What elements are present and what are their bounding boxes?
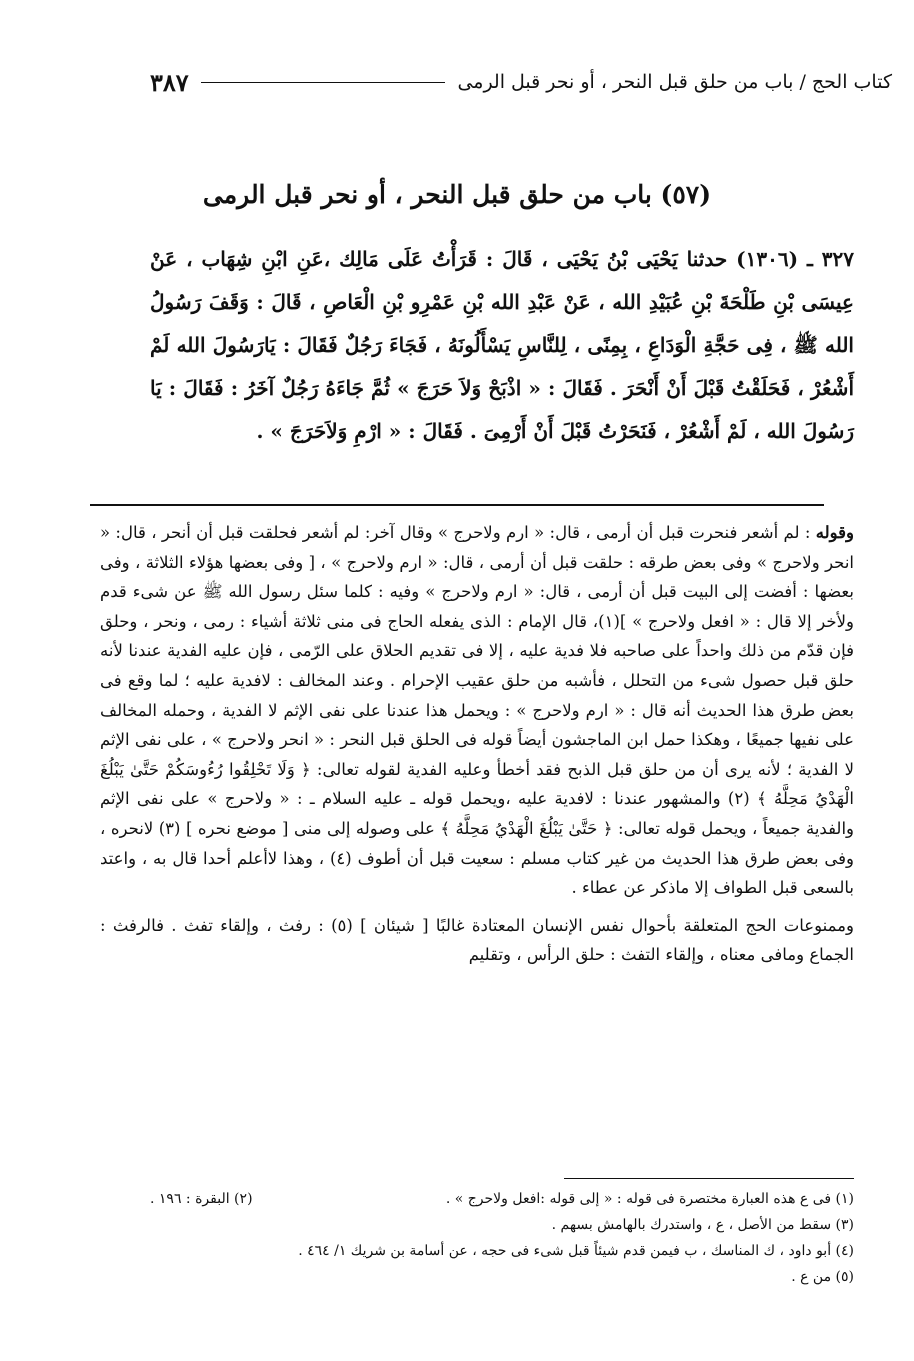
page-header [150,62,892,102]
commentary [100,518,854,970]
footnote-rule [564,1178,854,1179]
commentary-paragraph-1 [100,518,854,903]
footnote-2: (٢) البقرة : ١٩٦ . [150,1191,253,1207]
commentary-paragraph-2: وممنوعات الحج المتعلقة بأحوال نفس الإنسان المعتادة غالبًا [ شيئان ] (٥) : رفث ، وإلقاء تفث . فالرفث : الجماع ومافى معناه ، وإلقاء التفث : حلق الرأس ، وتقليم [100,915,854,965]
commentary-text-1: : لم أشعر فنحرت قبل أن أرمى ، قال: « ارم ولاحرج » وقال آخر: لم أشعر فحلقت قبل أن أنحر ، قال: « انحر ولاحرج » وفى بعض طرقه : حلقت قبل أن أرمى ، قال: « ارم ولاحرج » ، [ وفى بعضها هؤلاء الثلاثة ، وفى بعضها : أفضت إلى البيت قبل أن أرمى ، قال: « ارم ولاحرج » وفيه : كلما سئل رسول الله ﷺ عن شىء قدم ولأخر إلا قال : « افعل ولاحرج » ](١)، قال الإمام : الذى يفعله الحاج فى منى ثلاثة أشياء : رمى ، ونحر ، وحلق فإن قدّم من ذلك واحداً على صاحبه فلا فدية عليه ، إلا فى تقديم الحلاق على الرّمى ، فإن عليه الفدية عندنا لأنه حلق قبل حصول شىء من التحلل ، فأشبه من حلق عقيب الإحرام . وعند المخالف : لافدية عليه ؛ لما وقع فى بعض طرق هذا الحديث أنه قال : « ارم ولاحرج » : ويحمل هذا عندنا على نفى الإثم لا الفدية ، وحمله المخالف على نفيها جميعًا ، وهكذا حمل ابن الماجشون أيضاً قوله فى الحلق قبل النحر : « انحر ولاحرج » ، على نفى الإثم لا الفدية ؛ لأنه يرى أن من حلق قبل الذبح فقد أخطأ وعليه الفدية لقوله تعالى: ﴿ وَلَا تَحْلِقُوا رُءُوسَكُمْ حَتَّىٰ يَبْلُغَ الْهَدْيُ مَحِلَّهُ ﴾ (٢) والمشهور عندنا : لافدية عليه ،ويحمل قوله ـ عليه السلام ـ : « ولاحرج » على نفى الإثم والفدية جميعاً ، ويحمل قوله تعالى: ﴿ حَتَّىٰ يَبْلُغَ الْهَدْيُ مَحِلَّهُ ﴾ على وصوله إلى منى [ موضع نحره ] (٣) لانحره ، وفى بعض طرق هذا الحديث من غير كتاب مسلم : سعيت قبل أن أطوف (٤) ، وهذا لاأعلم أحدا قال به ، واعتد بالسعى قبل الطواف إلا ماذكر عن عطاء . [100,523,855,898]
footnote-line-1 [100,1186,854,1212]
footnote-1: (١) فى ع هذه العبارة مختصرة فى قوله : « إلى قوله :افعل ولاحرج » . [445,1191,854,1207]
section-divider [90,504,824,506]
chapter-title: (٥٧) باب من حلق قبل النحر ، أو نحر قبل الرمى [202,180,712,209]
hadith-text: ٣٢٧ ـ (١٣٠٦) حدثنا يَحْيَى بْنُ يَحْيَى ، قَالَ : قَرَأْتُ عَلَى مَالِك ،عَنِ ابْنِ شِهَاب ، عَنْ عِيسَى بْنِ طَلْحَةَ بْنِ عُبَيْدِ الله ، عَنْ عَبْدِ الله بْنِ عَمْرِو بْنِ الْعَاصِ ، قَالَ : وَقَفَ رَسُولُ الله ﷺ ، فِى حَجَّةِ الْوَدَاعِ ، بِمِنًى ، لِلنَّاسِ يَسْأَلُونَهُ ، فَجَاءَ رَجُلٌ فَقَالَ : يَارَسُولَ الله لَمْ أَشْعُرْ ، فَحَلَقْتُ قَبْلَ أَنْ أَنْحَرَ . فَقَالَ : « اذْبَحْ وَلاَ حَرَجَ » ثُمَّ جَاءَهُ رَجُلٌ آخَرُ : فَقَالَ : يَا رَسُولَ الله ، لَمْ أَشْعُرْ ، فَنَحَرْتُ قَبْلَ أَنْ أَرْمِىَ . فَقَالَ : « ارْمِ وَلاَحَرَجَ » . [150,247,854,443]
commentary-lead: وقوله [815,523,854,542]
running-title: كتاب الحج / باب من حلق قبل النحر ، أو نحر قبل الرمى [457,71,892,93]
header-rule [201,82,446,83]
footnote-3: (٣) سقط من الأصل ، ع ، واستدرك بالهامش بسهم . [551,1217,854,1233]
footnote-5: (٥) من ع . [791,1269,854,1285]
footnotes [100,1186,854,1290]
footnote-4: (٤) أبو داود ، ك المناسك ، ب فيمن قدم شيئاً قبل شىء فى حجه ، عن أسامة بن شريك ١/ ٤٦٤ . [298,1243,854,1259]
page-number: ٣٨٧ [150,67,189,97]
